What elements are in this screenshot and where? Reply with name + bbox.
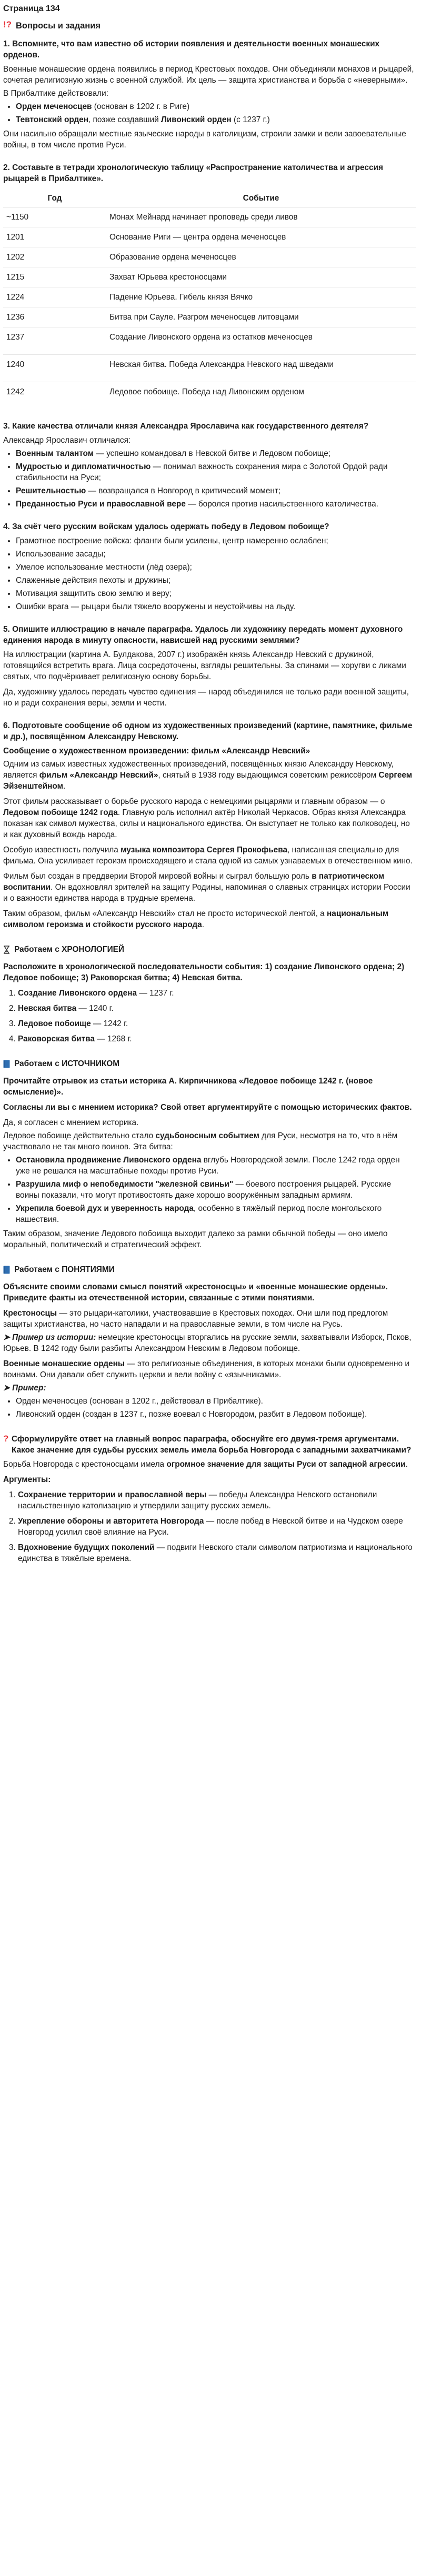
list-item: • Слаженные действия пехоты и дружины; [16,575,416,586]
section-header [3,19,416,32]
list-item: 2. Невская битва — 1240 г. [18,1003,416,1014]
final-list [3,1489,416,1564]
table-row: 1202 Образование ордена меченосцев [3,247,416,267]
sources-list [3,1155,416,1225]
q6-paragraph: Таким образом, фильм «Александр Невский» стал не просто исторической лентой, а национальным символом героизма и стойкости русского народа. [3,909,389,929]
sources-header [3,1058,416,1069]
chronology-list [3,988,416,1045]
list-item: 3. Ледовое побоище — 1242 г. [18,1018,416,1029]
q6-paragraph: Особую известность получила музыка композитора Сергея Прокофьева, написанная специально для фильма. Она усиливает героизм происходящего и стала одной из самых узнаваемых в отечественном кино. [3,846,413,866]
table-header-event: Событие [106,190,416,207]
q5-paragraph: На иллюстрации (картина А. Булдакова, 2007 г.) изображён князь Александр Невский с дружиной, готовящийся встретить врага. Лица сосредоточены, взгляды решительны. За спинами — хоругви с ликами святых, что подчёркивает религиозную основу борьбы. [3,650,406,681]
q4-list [3,535,416,612]
list-item: • Ошибки врага — рыцари были тяжело вооружены и неустойчивы на льду. [16,601,416,612]
sources-task: Прочитайте отрывок из статьи историка А. Кирпичникова «Ледовое побоище 1242 г. (новое осмысление)». [3,1077,373,1097]
list-item: 3. Вдохновение будущих поколений — подвиги Невского стали символом патриотизма и национального единства в тяжёлые времена. [18,1542,416,1564]
final-question-text: Сформулируйте ответ на главный вопрос параграфа, обоснуйте его двумя-тремя аргументами. Какое значение для судьбы русских земель имела борьба Новгорода с западными захватчиками? [12,1435,412,1455]
list-item: • Мудростью и дипломатичностью — понимал важность сохранения мира с Золотой Ордой ради стабильности на Руси; [16,461,416,483]
list-item: • Орден меченосцев (основан в 1202 г., действовал в Прибалтике). [16,1396,416,1407]
final-question [3,1434,416,1456]
chronology-table [3,190,416,409]
concepts-list [3,1396,416,1420]
list-item: • Грамотное построение войска: фланги были усилены, центр намеренно ослаблен; [16,535,416,546]
list-item: 2. Укрепление обороны и авторитета Новгорода — после побед в Невской битве и на Чудском озере Новгород усилил своё влияние на Руси. [18,1516,416,1538]
question-2: 2. Составьте в тетради хронологическую таблицу «Распространение католичества и агрессия рыцарей в Прибалтике». [3,163,383,183]
list-item: • Разрушила миф о непобедимости "железной свиньи" — боевого построения рыцарей. Русские воины показали, что могут противостоять даже хорошо вооружённым западным армиям. [16,1179,416,1201]
sources-paragraph: Ледовое побоище действительно стало судьбоносным событием для Руси, несмотря на то, что в нём участвовало не так много воинов. Эта битва: [3,1131,398,1151]
svg-text:?: ? [3,1434,8,1443]
sources-title: Работаем с ИСТОЧНИКОМ [14,1059,120,1068]
concept-example: ➤ Пример: [3,1384,46,1393]
table-row: 1240 Невская битва. Победа Александра Невского над шведами [3,355,416,382]
q1-list [3,101,416,125]
list-item: • Ливонский орден (создан в 1237 г., позже воевал с Новгородом, разбит в Ледовом побоище). [16,1409,416,1420]
concept-definition: Военные монашеские ордены — это религиозные объединения, в которых монахи были одновременно и воинами. Они давали обет служить церкви и вели войну с «язычниками». [3,1359,409,1379]
concepts-task: Объясните своими словами смысл понятий «крестоносцы» и «военные монашеские ордены». Приведите факты из отечественной истории, связанные с этими понятиями. [3,1282,388,1302]
list-item: 1. Создание Ливонского ордена — 1237 г. [18,988,416,999]
table-row: 1201 Основание Риги — центра ордена меченосцев [3,227,416,247]
q5-paragraph: Да, художнику удалось передать чувство единения — народ объединился не только ради военной защиты, но и ради сохранения веры, земли и чести. [3,688,409,708]
q3-intro: Александр Ярославич отличался: [3,436,131,445]
question-1: 1. Вспомните, что вам известно об истории появления и деятельности военных монашеских орденов. [3,39,380,59]
book-icon [3,1266,10,1274]
list-item: • Умелое использование местности (лёд озера); [16,562,416,573]
question-6: 6. Подготовьте сообщение об одном из художественных произведений (картине, памятнике, фильме и др.), посвящённом Александру Невскому. [3,721,413,741]
table-header-year: Год [3,190,106,207]
concepts-title: Работаем с ПОНЯТИЯМИ [14,1265,115,1274]
table-row: 1224 Падение Юрьева. Гибель князя Вячко [3,287,416,307]
sources-question: Согласны ли вы с мнением историка? Свой ответ аргументируйте с помощью исторических фактов. [3,1103,412,1112]
final-args-label: Аргументы: [3,1475,51,1484]
final-paragraph: Борьба Новгорода с крестоносцами имела огромное значение для защиты Руси от западной агрессии. [3,1460,408,1469]
list-item: • Мотивация защитить свою землю и веру; [16,588,416,599]
question-marks-icon [3,19,14,32]
chronology-header [3,944,416,955]
table-row: 1215 Захват Юрьева крестоносцами [3,267,416,287]
q6-subtitle: Сообщение о художественном произведении: фильм «Александр Невский» [3,747,310,755]
chronology-task: Расположите в хронологической последовательности события: 1) создание Ливонского ордена; 2) Ледовое побоище; 3) Раковорская битва; 4) Невская битва. [3,962,405,982]
list-item: 4. Раковорская битва — 1268 г. [18,1033,416,1045]
list-item: • Военным талантом — успешно командовал в Невской битве и Ледовом побоище; [16,448,416,459]
table-row: 1236 Битва при Сауле. Разгром меченосцев литовцами [3,307,416,327]
list-item: • Орден меченосцев (основан в 1202 г. в Риге) [16,101,416,112]
concepts-header [3,1264,416,1275]
section-title: Вопросы и задания [16,21,101,31]
list-item: • Остановила продвижение Ливонского ордена вглубь Новгородской земли. После 1242 года орден уже не решался на масштабные походы против Руси. [16,1155,416,1177]
svg-text:!?: !? [3,19,12,29]
list-item: • Тевтонский орден, позже создавший Ливонский орден (с 1237 г.) [16,114,416,125]
table-row: 1242 Ледовое побоище. Победа над Ливонским орденом [3,382,416,410]
sources-paragraph: Да, я согласен с мнением историка. [3,1118,139,1127]
concept-example: ➤ Пример из истории: немецкие крестоносцы вторгались на русские земли, захватывали Изборск, Псков, Юрьев. В 1242 году были разбиты Александром Невским в Ледовом побоище. [3,1333,412,1353]
q1-paragraph: Они насильно обращали местные языческие народы в католицизм, строили замки и вели завоевательные войны, в том числе против Руси. [3,130,406,150]
list-item: • Решительностью — возвращался в Новгород в критический момент; [16,485,416,496]
list-item: • Укрепила боевой дух и уверенность народа, особенно в тяжёлый период после монгольского нашествия. [16,1203,416,1225]
q1-paragraph: В Прибалтике действовали: [3,89,109,98]
question-4: 4. За счёт чего русским войскам удалось одержать победу в Ледовом побоище? [3,522,329,531]
book-icon [3,1060,10,1068]
list-item: • Преданностью Руси и православной вере — боролся против насильственного католичества. [16,499,416,510]
question-5: 5. Опишите иллюстрацию в начале параграфа. Удалось ли художнику передать момент духовного единения народа в минуту опасности, нависшей над русскими землями? [3,625,403,645]
table-row: ~1150 Монах Мейнард начинает проповедь среди ливов [3,207,416,227]
question-mark-icon [3,1434,8,1456]
page-title: Страница 134 [3,4,60,13]
hourglass-icon [3,946,10,954]
sources-paragraph: Таким образом, значение Ледового побоища выходит далеко за рамки обычной победы — оно имело моральный, политический и стратегический эффект. [3,1229,388,1249]
q6-paragraph: Одним из самых известных художественных произведений, посвящённых князю Александру Невскому, является фильм «Александр Невский», снятый в 1938 году выдающимся советским режиссёром Сергеем Эйзенштейном. [3,760,413,791]
q3-list [3,448,416,510]
table-row: 1237 Создание Ливонского ордена из остатков меченосцев [3,327,416,355]
question-3: 3. Какие качества отличали князя Александра Ярославича как государственного деятеля? [3,422,369,431]
q6-paragraph: Фильм был создан в преддверии Второй мировой войны и сыграл большую роль в патриотическом воспитании. Он вдохновлял зрителей на защиту Родины, напоминая о славных страницах истории России и о важности единства народа в трудные времена. [3,872,410,903]
q6-paragraph: Этот фильм рассказывает о борьбе русского народа с немецкими рыцарями и главным образом — о Ледовом побоище 1242 года. Главную роль исполнил актёр Николай Черкасов. Образ князя Александра показан как символ мужества, силы и национального единства. Он выступает не только как полководец, но и как духовный вождь народа. [3,797,410,839]
chronology-title: Работаем с ХРОНОЛОГИЕЙ [14,945,124,954]
list-item: 1. Сохранение территории и православной веры — победы Александра Невского остановили насильственную католизацию и утвердили защиту русских земель. [18,1489,416,1511]
q1-paragraph: Военные монашеские ордена появились в период Крестовых походов. Они объединяли монахов и рыцарей, сочетая религиозную жизнь с военной службой. Их цель — защита христианства и борьба с «неверными». [3,65,414,85]
concept-definition: Крестоносцы — это рыцари-католики, участвовавшие в Крестовых походах. Они шли под предлогом защиты христианства, но часто нападали и на православные земли, в том числе на Русь. [3,1309,388,1329]
list-item: • Использование засады; [16,549,416,560]
